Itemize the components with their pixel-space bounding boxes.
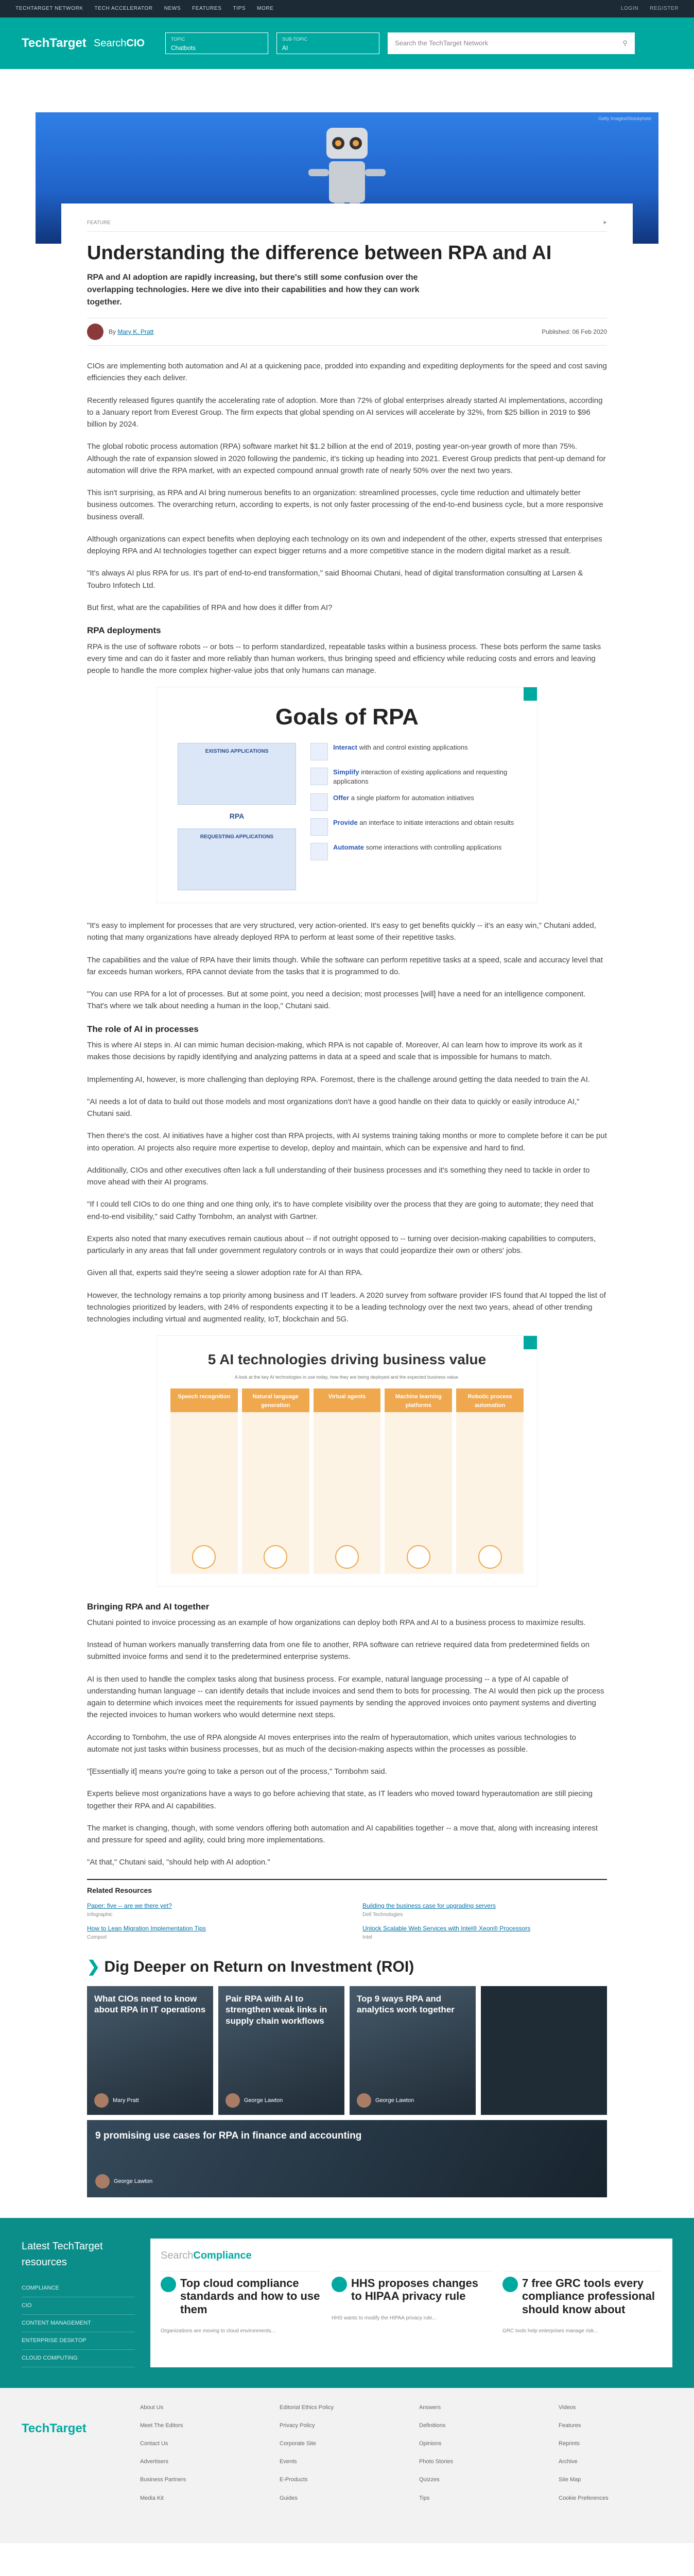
- footer-column: [280, 2403, 393, 2512]
- footer-link[interactable]: Videos: [559, 2404, 576, 2411]
- tech-column-header: Natural language generation: [242, 1388, 309, 1412]
- goal-item: [310, 818, 516, 836]
- author-avatar: [357, 2093, 371, 2108]
- ai-technologies-figure: [157, 1335, 537, 1586]
- latest-card-title: 7 free GRC tools every compliance professional should know about: [522, 2277, 655, 2316]
- feature-label: FEATURE: [87, 220, 111, 226]
- paragraph: "It's easy to implement for processes that are very structured, very action-oriented. It's easy to get benefits quickly -- it's an easy win," Chutani added, noting that many organizations have already deployed RPA to perform at least some of their repetitive tasks.: [87, 921, 596, 942]
- article-body: [61, 351, 633, 1941]
- latest-card[interactable]: [161, 2271, 320, 2335]
- footer-link[interactable]: Privacy Policy: [280, 2422, 315, 2429]
- dig-card-title: Top 9 ways RPA and analytics work together: [357, 1994, 455, 2015]
- goal-key: Interact: [333, 743, 357, 752]
- footer-link[interactable]: Corporate Site: [280, 2441, 316, 2447]
- dig-topic: Return on Investment (ROI): [213, 1958, 414, 1975]
- goal-icon: [310, 743, 328, 760]
- related-resources: [87, 1879, 607, 1942]
- rpa-box: RPA: [229, 812, 245, 821]
- dig-card-author: Mary Pratt: [113, 2097, 139, 2104]
- dig-card[interactable]: [481, 1986, 607, 2115]
- related-item: [362, 1901, 607, 1919]
- related-source: Dell Technologies: [362, 1911, 403, 1918]
- top-nav-item[interactable]: MORE: [257, 6, 274, 12]
- paragraph: "If I could tell CIOs to do one thing and one thing only, it's to have complete visibility over the process that they are going to automate; they need that end-to-end visibility," said Cathy Tornbohm, an analyst with Gartner.: [87, 1200, 594, 1221]
- author-avatar: [87, 324, 103, 340]
- paragraph: Implementing AI, however, is more challenging than deploying RPA. Foremost, there is the challenge around getting the data needed to train the AI.: [87, 1075, 590, 1084]
- paragraph: Given all that, experts said they're seeing a slower adoption rate for AI than RPA.: [87, 1268, 363, 1278]
- related-link[interactable]: How to Lean Migration Implementation Tips: [87, 1925, 206, 1933]
- latest-site-title: [161, 2248, 662, 2264]
- dig-card-title: What CIOs need to know about RPA in IT operations: [94, 1994, 206, 2015]
- goal-icon: [310, 768, 328, 785]
- footer-link[interactable]: Advertisers: [140, 2459, 169, 2465]
- goal-key: Simplify: [333, 768, 359, 776]
- paragraph: According to Tornbohm, the use of RPA alongside AI moves enterprises into the realm of hyperautomation, which unites various technologies to automate not just tasks within business processes, but as much of the decision-making aspects within the processes as possible.: [87, 1733, 576, 1754]
- dig-card-wide[interactable]: [87, 2120, 607, 2197]
- subtopic-select-value: AI: [282, 44, 288, 52]
- paragraph: "[Essentially it] means you're going to take a person out of the process," Tornbohm said.: [87, 1767, 387, 1776]
- dig-card-author: George Lawton: [244, 2097, 283, 2104]
- topic-select-value: Chatbots: [170, 44, 196, 52]
- top-nav: [0, 0, 694, 18]
- tech-column-header: Speech recognition: [170, 1388, 238, 1412]
- related-link[interactable]: Paper: five -- are we there yet?: [87, 1902, 172, 1910]
- requesting-apps-box: REQUESTING APPLICATIONS: [178, 828, 296, 890]
- footer-link[interactable]: Features: [559, 2422, 581, 2429]
- figure-title: Goals of RPA: [275, 704, 419, 730]
- latest-side-item[interactable]: CONTENT MANAGEMENT: [22, 2315, 135, 2332]
- goal-item: [310, 793, 516, 811]
- author-avatar: [94, 2093, 109, 2108]
- paragraph: AI is then used to handle the complex tasks along that business process. For example, natural language processing -- a type of AI capable of understanding human language -- can identify details that include invoices and send them to bots for processing. The AI would then pick up the process again to determine which invoices meet the requirements for issued payments by sending the approved invoices onto payment systems and diverting the rejected invoices to human workers who would determine next steps.: [87, 1674, 604, 1720]
- figure-title: 5 AI technologies driving business value: [207, 1351, 487, 1368]
- robot-icon: [478, 1545, 502, 1569]
- top-nav-item[interactable]: TECH ACCELERATOR: [94, 6, 153, 12]
- dig-card[interactable]: [87, 1986, 213, 2115]
- techtarget-logo[interactable]: TechTarget: [22, 36, 86, 50]
- site-name[interactable]: [94, 36, 145, 52]
- goal-text: interaction of existing applications and requesting applications: [333, 768, 508, 786]
- dig-card-title: Pair RPA with AI to strengthen weak links in supply chain workflows: [225, 1994, 327, 2026]
- footer-link[interactable]: Guides: [280, 2495, 298, 2501]
- goal-item: [310, 768, 516, 786]
- goal-item: [310, 743, 516, 760]
- goal-text: an interface to initiate interactions and obtain results: [359, 818, 514, 826]
- footer-column: [140, 2403, 254, 2512]
- footer-link[interactable]: Archive: [559, 2459, 578, 2465]
- section-heading: The role of AI in processes: [87, 1024, 199, 1034]
- section-heading: Bringing RPA and AI together: [87, 1601, 210, 1612]
- goals-of-rpa-figure: [157, 687, 537, 903]
- footer-column: [559, 2403, 672, 2512]
- top-nav-item[interactable]: TIPS: [233, 6, 246, 12]
- figure-subtitle: A look at the key AI technologies in use today, how they are being deployed and the expected business value.: [234, 1374, 460, 1380]
- latest-title: Latest TechTarget resources: [22, 2241, 103, 2268]
- footer-link[interactable]: Quizzes: [419, 2477, 440, 2483]
- paragraph: Then there's the cost. AI initiatives have a higher cost than RPA projects, with AI systems training taking months or more to complete before it can be put into operation. AI projects also require more expertise to develop, deploy and maintain, which can be expensive and hard to find.: [87, 1131, 607, 1153]
- top-nav-item[interactable]: NEWS: [164, 6, 181, 12]
- dig-prefix: Dig Deeper on: [104, 1958, 209, 1975]
- paragraph: The capabilities and the value of RPA have their limits though. While the software can perform repetitive tasks at a speed, scale and accuracy level that far exceeds human workers, RPA cannot deviate from the tasks that it is programmed to do.: [87, 955, 603, 976]
- subtopic-select[interactable]: [276, 32, 379, 54]
- site-footer: [0, 2388, 694, 2543]
- brain-icon: [407, 1545, 430, 1569]
- byline: [87, 318, 607, 346]
- footer-link[interactable]: Contact Us: [140, 2441, 168, 2447]
- paragraph: RPA is the use of software robots -- or bots -- to perform standardized, repeatable tasks within a business process. These bots perform the same tasks every time and can do it faster and more reliably than human workers, thus bringing speed and efficiency while reducing costs and errors and leaving people to handle the more complex higher-value jobs that only humans can manage.: [87, 642, 601, 675]
- latest-resources: [0, 2218, 694, 2388]
- arrow-icon: [502, 2277, 518, 2292]
- paragraph: Additionally, CIOs and other executives often lack a full understanding of their business processes and it's something they need to tackle in order to move ahead with their AI programs.: [87, 1165, 590, 1187]
- site-prefix: Search: [94, 37, 127, 49]
- footer-link[interactable]: Meet The Editors: [140, 2422, 183, 2429]
- image-credit: Getty Images/iStockphoto: [598, 116, 651, 121]
- footer-column: [419, 2403, 533, 2512]
- related-item: [87, 1901, 332, 1919]
- author-avatar: [95, 2174, 110, 2189]
- latest-side-item[interactable]: CIO: [22, 2297, 135, 2315]
- latest-card-title: HHS proposes changes to HIPAA privacy rule: [351, 2277, 478, 2303]
- article-dek: RPA and AI adoption are rapidly increasing, but there's still some confusion over the overlapping technologies. Here we dive into their capabilities and how they can work together.: [87, 273, 420, 307]
- footer-logo[interactable]: TechTarget: [22, 2421, 86, 2436]
- publish-date: Published: 06 Feb 2020: [542, 328, 607, 335]
- article-meta: [87, 219, 607, 232]
- paragraph: Chutani pointed to invoice processing as an example of how organizations can deploy both RPA and AI to a business process to maximize results.: [87, 1618, 586, 1627]
- footer-link[interactable]: Editorial Ethics Policy: [280, 2404, 334, 2411]
- paragraph: Instead of human workers manually transferring data from one file to another, RPA software can retrieve required data from predetermined fields on submitted invoice forms and send it to the predetermined enterprise systems.: [87, 1640, 590, 1662]
- paragraph: "You can use RPA for a lot of processes. But at some point, you need a decision; most processes [will] have a need for an intelligence component. That's where we talk about needing a human in the loop," Chutani said.: [87, 990, 586, 1011]
- latest-card-text: GRC tools help enterprises manage risk...: [502, 2328, 598, 2334]
- site-title: CIO: [126, 37, 145, 49]
- paragraph: However, the technology remains a top priority among business and IT leaders. A 2020 survey from software provider IFS found that AI topped the list of technologies prioritized by leaders, with 24% of respondents expecting it to be a leading technology over the next two years, ahead of other trending technologies including virtual and augmented reality, IoT, blockchain and 5G.: [87, 1291, 606, 1324]
- share-icon[interactable]: ➤: [602, 220, 607, 226]
- expand-icon[interactable]: [524, 687, 537, 701]
- tech-column-header: Robotic process automation: [456, 1388, 524, 1412]
- tech-column: [242, 1388, 309, 1574]
- related-source: Comport: [87, 1935, 107, 1941]
- tech-column: [456, 1388, 524, 1574]
- footer-link[interactable]: Business Partners: [140, 2477, 186, 2483]
- topic-select[interactable]: [165, 32, 268, 54]
- related-item: [362, 1924, 607, 1941]
- goal-text: some interactions with controlling applications: [366, 843, 502, 851]
- footer-link[interactable]: Tips: [419, 2495, 430, 2501]
- goal-icon: [310, 793, 328, 811]
- register-link[interactable]: REGISTER: [650, 6, 679, 12]
- dig-deeper: [87, 1955, 607, 2198]
- paragraph: Recently released figures quantify the accelerating rate of adoption. More than 72% of global enterprises already started AI implementations, according to a January report from Everest Group. The firm expects that global spending on AI services will accelerate by 32%, from $25 billion in 2019 to $96 billion by 2024.: [87, 396, 603, 429]
- author-link[interactable]: Mary K. Pratt: [117, 328, 154, 335]
- tech-column-header: Machine learning platforms: [385, 1388, 452, 1412]
- footer-link[interactable]: Media Kit: [140, 2495, 164, 2501]
- subtopic-select-label: SUB-TOPIC: [282, 37, 307, 42]
- goal-key: Provide: [333, 818, 358, 826]
- latest-card-text: Organizations are moving to cloud environments...: [161, 2328, 275, 2334]
- related-title: Related Resources: [87, 1886, 152, 1894]
- paragraph: "At that," Chutani said, "should help with AI adoption.": [87, 1858, 270, 1867]
- paragraph: Experts also noted that many executives remain cautious about -- if not outright opposed to -- turning over decision-making capabilities to computers, particularly in any areas that fall under government regulatory controls or in ways that could jeopardize their own or others' jobs.: [87, 1234, 596, 1255]
- footer-link[interactable]: Answers: [419, 2404, 441, 2411]
- paragraph: The market is changing, though, with some vendors offering both automation and AI capabilities together -- a move that, along with increasing interest and pressure for speed and agility, could bring more implementations.: [87, 1823, 598, 1845]
- login-link[interactable]: LOGIN: [620, 6, 639, 12]
- footer-link[interactable]: Site Map: [559, 2477, 581, 2483]
- paragraph: The global robotic process automation (RPA) software market hit $1.2 billion at the end of 2019, posting year-on-year growth of more than 75%. Although the rate of expansion slowed in 2020 following the pandemic, it's ticking up heading into 2021. Everest Group predicts that pent-up demand for automation will drive the RPA market, with an expected compound annual growth rate of nearly 50% over the next two years.: [87, 442, 606, 475]
- site-header: [0, 18, 694, 69]
- search-placeholder: Search the TechTarget Network: [394, 39, 489, 47]
- author-avatar: [225, 2093, 240, 2108]
- latest-card[interactable]: [332, 2271, 491, 2335]
- paragraph: "AI needs a lot of data to build out those models and most organizations don't have a good handle on their data to quickly or easily introduce AI," Chutani said.: [87, 1097, 580, 1118]
- ad-space: [0, 69, 694, 112]
- latest-card[interactable]: [502, 2271, 662, 2335]
- footer-link[interactable]: Cookie Preferences: [559, 2495, 609, 2501]
- tech-column: [385, 1388, 452, 1574]
- paragraph: Experts believe most organizations have a ways to go before achieving that state, as IT leaders who moved toward hyperautomation are still piecing together their RPA and AI capabilities.: [87, 1789, 593, 1810]
- dig-card-author: George Lawton: [114, 2178, 153, 2184]
- footer-link[interactable]: E-Products: [280, 2477, 308, 2483]
- arrow-icon: [161, 2277, 176, 2292]
- tech-column: [314, 1388, 381, 1574]
- dig-card[interactable]: [218, 1986, 344, 2115]
- paragraph: Although organizations can expect benefits when deploying each technology on its own and independent of the other, experts stressed that enterprises deploying RPA and AI technologies together can expect bigger returns and a more competitive stance in the modern digital market as a result.: [87, 534, 602, 556]
- footer-link[interactable]: Opinions: [419, 2441, 442, 2447]
- goal-key: Automate: [333, 843, 364, 851]
- paragraph: This isn't surprising, as RPA and AI bring numerous benefits to an organization: streamlined processes, cycle time reduction and ultimately better business outcomes. The overarching return, according to experts, is not only faster processing of the end-to-end business cycle, but a more responsive business overall.: [87, 488, 603, 521]
- article-title: Understanding the difference between RPA and AI: [87, 242, 552, 264]
- latest-side-item[interactable]: COMPLIANCE: [22, 2280, 135, 2297]
- latest-topic: Compliance: [193, 2250, 252, 2262]
- dig-card[interactable]: [350, 1986, 476, 2115]
- by-label: By: [109, 328, 116, 335]
- latest-prefix: Search: [161, 2250, 194, 2262]
- related-source: Intel: [362, 1935, 372, 1941]
- footer-link[interactable]: Events: [280, 2459, 297, 2465]
- search-icon[interactable]: ⚲: [622, 39, 628, 47]
- top-nav-item[interactable]: TECHTARGET NETWORK: [15, 6, 83, 12]
- dig-card-title: 9 promising use cases for RPA in finance and accounting: [95, 2130, 362, 2142]
- footer-link[interactable]: About Us: [140, 2404, 164, 2411]
- goal-key: Offer: [333, 793, 350, 802]
- chevron-icon: ❯: [87, 1958, 100, 1975]
- dig-card-author: George Lawton: [375, 2097, 414, 2104]
- goal-icon: [310, 818, 328, 836]
- paragraph: This is where AI steps in. AI can mimic human decision-making, which RPA is not capable of. Moreover, AI can learn how to improve its work as it makes those decisions by rapidly identifying and analyzing patterns in data at a speed and scale that is impossible for humans to match.: [87, 1041, 582, 1062]
- latest-card-text: HHS wants to modify the HIPAA privacy rule...: [332, 2315, 437, 2321]
- related-link[interactable]: Unlock Scalable Web Services with Intel® Xeon® Processors: [362, 1925, 531, 1933]
- related-source: Infographic: [87, 1911, 113, 1918]
- paragraph: CIOs are implementing both automation and AI at a quickening pace, prodded into expanding and expediting deployments for the speed and cost saving efficiencies they each deliver.: [87, 362, 607, 383]
- goal-text: with and control existing applications: [359, 743, 468, 752]
- top-nav-item[interactable]: FEATURES: [192, 6, 222, 12]
- tech-column: [170, 1388, 238, 1574]
- search-input[interactable]: [388, 32, 635, 54]
- article-header: [61, 204, 633, 351]
- latest-side-item[interactable]: ENTERPRISE DESKTOP: [22, 2332, 135, 2350]
- goal-item: [310, 843, 516, 860]
- chat-icon: [335, 1545, 359, 1569]
- topic-select-label: TOPIC: [170, 37, 185, 42]
- goal-text: a single platform for automation initiatives: [351, 793, 474, 802]
- dig-deeper-title: [87, 1955, 607, 1979]
- goal-icon: [310, 843, 328, 860]
- arrow-icon: [332, 2277, 347, 2292]
- related-link[interactable]: Building the business case for upgrading servers: [362, 1902, 496, 1910]
- latest-card-title: Top cloud compliance standards and how to use them: [180, 2277, 320, 2316]
- document-icon: [264, 1545, 287, 1569]
- tech-column-header: Virtual agents: [314, 1388, 381, 1412]
- related-item: [87, 1924, 332, 1941]
- footer-link[interactable]: Photo Stories: [419, 2459, 454, 2465]
- footer-link[interactable]: Reprints: [559, 2441, 580, 2447]
- latest-side-item[interactable]: CLOUD COMPUTING: [22, 2350, 135, 2367]
- paragraph: "It's always AI plus RPA for us. It's part of end-to-end transformation," said Bhoomai Chutani, head of digital transformation consulting at Larsen & Toubro Infotech Ltd.: [87, 569, 583, 590]
- microphone-icon: [192, 1545, 216, 1569]
- paragraph: But first, what are the capabilities of RPA and how does it differ from AI?: [87, 603, 333, 612]
- existing-apps-box: EXISTING APPLICATIONS: [178, 743, 296, 805]
- section-heading: RPA deployments: [87, 625, 161, 636]
- footer-link[interactable]: Definitions: [419, 2422, 446, 2429]
- expand-icon[interactable]: [524, 1336, 537, 1349]
